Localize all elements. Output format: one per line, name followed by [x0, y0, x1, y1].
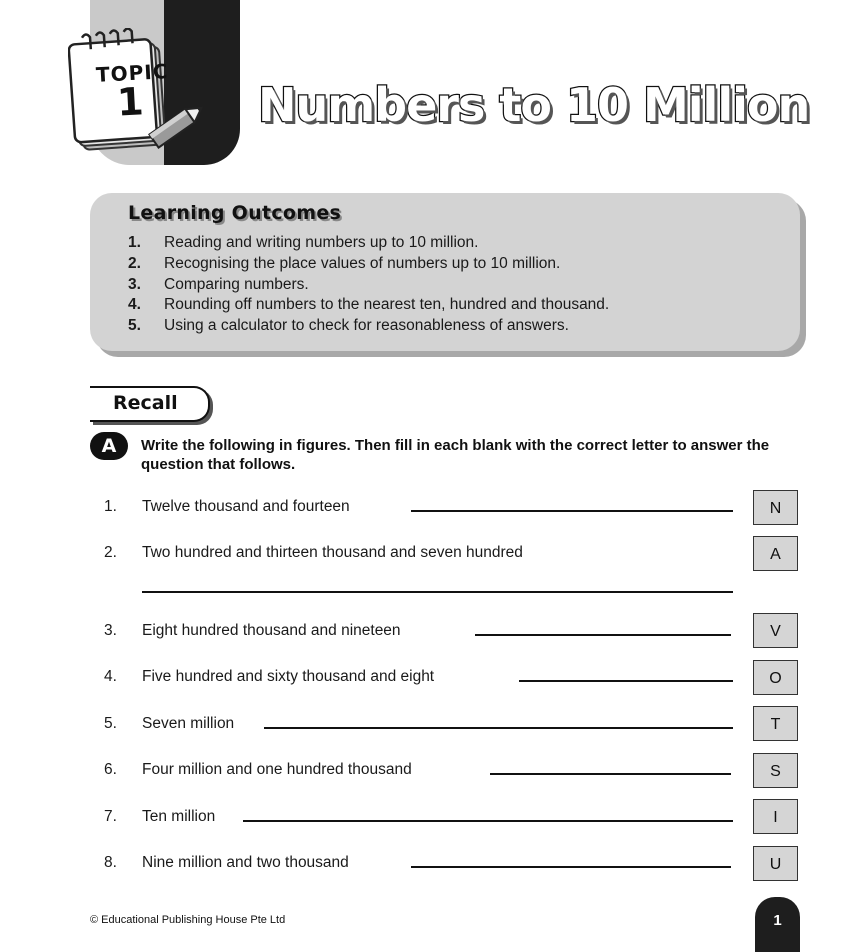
topic-label: TOPIC — [95, 59, 170, 87]
question-number: 4. — [104, 668, 117, 685]
answer-line[interactable] — [519, 680, 733, 682]
question-text: Four million and one hundred thousand — [142, 761, 412, 778]
question-text: Nine million and two thousand — [142, 854, 349, 871]
letter-box: N — [753, 490, 798, 525]
question-text: Seven million — [142, 715, 235, 732]
outcome-item: 2. Recognising the place values of numbers up to 10 million. — [128, 254, 561, 272]
copyright-footer: © Educational Publishing House Pte Ltd — [90, 914, 286, 926]
answer-line[interactable] — [142, 591, 733, 593]
question-number: 7. — [104, 808, 117, 825]
answer-line[interactable] — [475, 634, 731, 636]
letter-box: U — [753, 846, 798, 881]
question-text: Twelve thousand and fourteen — [142, 498, 350, 515]
letter-box: V — [753, 613, 798, 648]
answer-line[interactable] — [411, 866, 731, 868]
outcome-item: 5. Using a calculator to check for reasonableness of answers. — [128, 317, 569, 335]
letter-box: A — [753, 536, 798, 571]
section-a-badge: A — [90, 432, 128, 460]
question-text: Two hundred and thirteen thousand and seven hundred — [142, 544, 523, 561]
question-number: 1. — [104, 498, 117, 515]
learning-outcomes-heading: Learning Outcomes — [128, 202, 342, 224]
topic-number: 1 — [115, 79, 145, 125]
learning-outcomes-list — [128, 234, 609, 338]
question-number: 3. — [104, 622, 117, 639]
question-number: 6. — [104, 761, 117, 778]
question-text: Ten million — [142, 808, 216, 825]
section-a-instruction: Write the following in figures. Then fill in each blank with the correct letter to answer the question that follows. — [141, 437, 770, 473]
question-text: Eight hundred thousand and nineteen — [142, 622, 401, 639]
letter-box: I — [753, 799, 798, 834]
letter-box: O — [753, 660, 798, 695]
outcome-item: 4. Rounding off numbers to the nearest ten, hundred and thousand. — [128, 296, 610, 314]
answer-line[interactable] — [264, 727, 733, 729]
outcome-item: 1. Reading and writing numbers up to 10 million. — [128, 234, 479, 251]
letter-box: S — [753, 753, 798, 788]
answer-line[interactable] — [490, 773, 731, 775]
question-number: 8. — [104, 854, 117, 871]
page-number: 1 — [773, 912, 782, 929]
page-title: Numbers to 10 Million — [258, 78, 810, 132]
letter-box: T — [753, 706, 798, 741]
question-number: 2. — [104, 544, 117, 561]
question-number: 5. — [104, 715, 117, 732]
outcome-item: 3. Comparing numbers. — [128, 275, 309, 293]
answer-line[interactable] — [243, 820, 733, 822]
recall-label: Recall — [113, 392, 178, 414]
question-text: Five hundred and sixty thousand and eight — [142, 668, 435, 685]
answer-line[interactable] — [411, 510, 733, 512]
